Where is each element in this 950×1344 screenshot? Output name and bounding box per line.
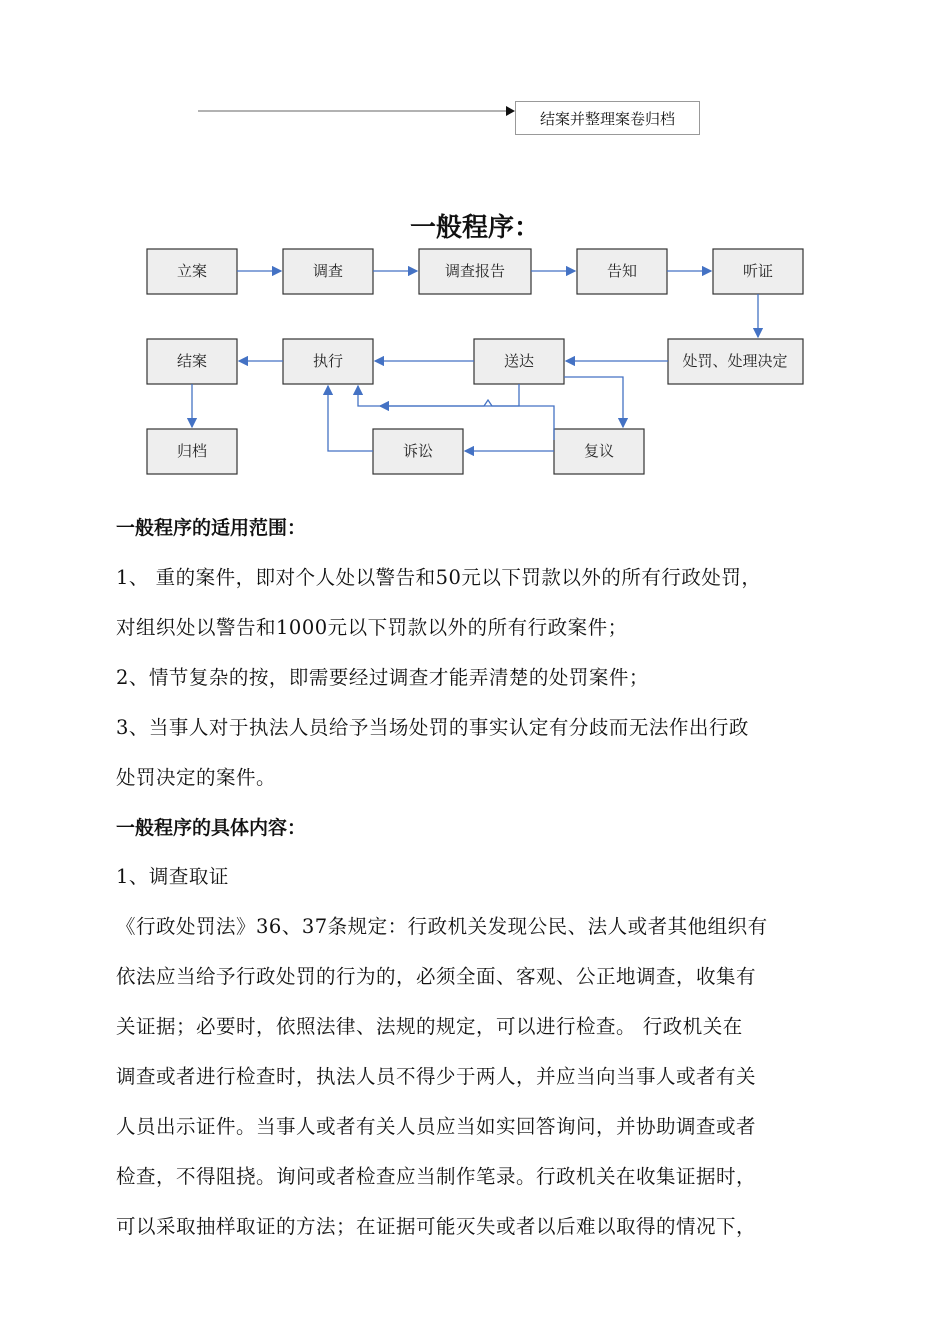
text-line: 调查或者进行检查时，执法人员不得少于两人，并应当向当事人或者有关 xyxy=(116,1065,757,1088)
label-tingzheng: 听证 xyxy=(742,262,774,280)
section-heading-scope: 一般程序的适用范围： xyxy=(116,517,307,539)
label-songda: 送达 xyxy=(503,352,535,370)
section-heading-content: 一般程序的具体内容： xyxy=(116,817,307,839)
text-line: 3、当事人对于执法人员给予当场处罚的事实认定有分歧而无法作出行政 xyxy=(116,716,749,739)
text-line: 依法应当给予行政处罚的行为的，必须全面、客观、公正地调查，收集有 xyxy=(116,965,757,988)
text-line: 1、调查取证 xyxy=(116,865,229,888)
text-line: 可以采取抽样取证的方法；在证据可能灭失或者以后难以取得的情况下， xyxy=(116,1215,757,1238)
archive-box: 结案并整理案卷归档 xyxy=(515,101,700,135)
text-line: 对组织处以警告和1000元以下罚款以外的所有行政案件； xyxy=(116,616,628,639)
text-line: 2、情节复杂的按，即需要经过调查才能弄清楚的处罚案件； xyxy=(116,666,649,689)
page-title: 一般程序： xyxy=(409,213,540,243)
arrow-songda-fuyi xyxy=(564,377,623,427)
arrow-susong-zhixing xyxy=(328,386,373,451)
label-guidang: 归档 xyxy=(176,442,208,460)
arrow-songda-susong-branch xyxy=(380,384,519,406)
label-zhixing: 执行 xyxy=(312,352,344,370)
text-line: 检查，不得阻挠。询问或者检查应当制作笔录。行政机关在收集证据时， xyxy=(116,1165,757,1188)
label-fuyi: 复议 xyxy=(583,442,615,460)
label-gaozhi: 告知 xyxy=(606,262,638,280)
text-line: 处罚决定的案件。 xyxy=(116,766,277,789)
label-susong: 诉讼 xyxy=(402,442,434,460)
text-line: 1、 重的案件，即对个人处以警告和50元以下罚款以外的所有行政处罚， xyxy=(116,566,762,589)
label-jiean: 结案 xyxy=(176,352,208,370)
label-diaocha: 调查 xyxy=(312,262,344,280)
text-line: 《行政处罚法》36、37条规定：行政机关发现公民、法人或者其他组织有 xyxy=(116,915,768,938)
text-line: 关证据；必要时，依照法律、法规的规定，可以进行检查。 行政机关在 xyxy=(116,1015,743,1038)
label-chufa: 处罚、处理决定 xyxy=(682,352,788,370)
label-lian: 立案 xyxy=(176,262,208,280)
procedure-flowchart xyxy=(0,0,950,500)
text-line: 人员出示证件。当事人或者有关人员应当如实回答询问，并协助调查或者 xyxy=(116,1115,757,1138)
label-baogao: 调查报告 xyxy=(444,262,506,280)
